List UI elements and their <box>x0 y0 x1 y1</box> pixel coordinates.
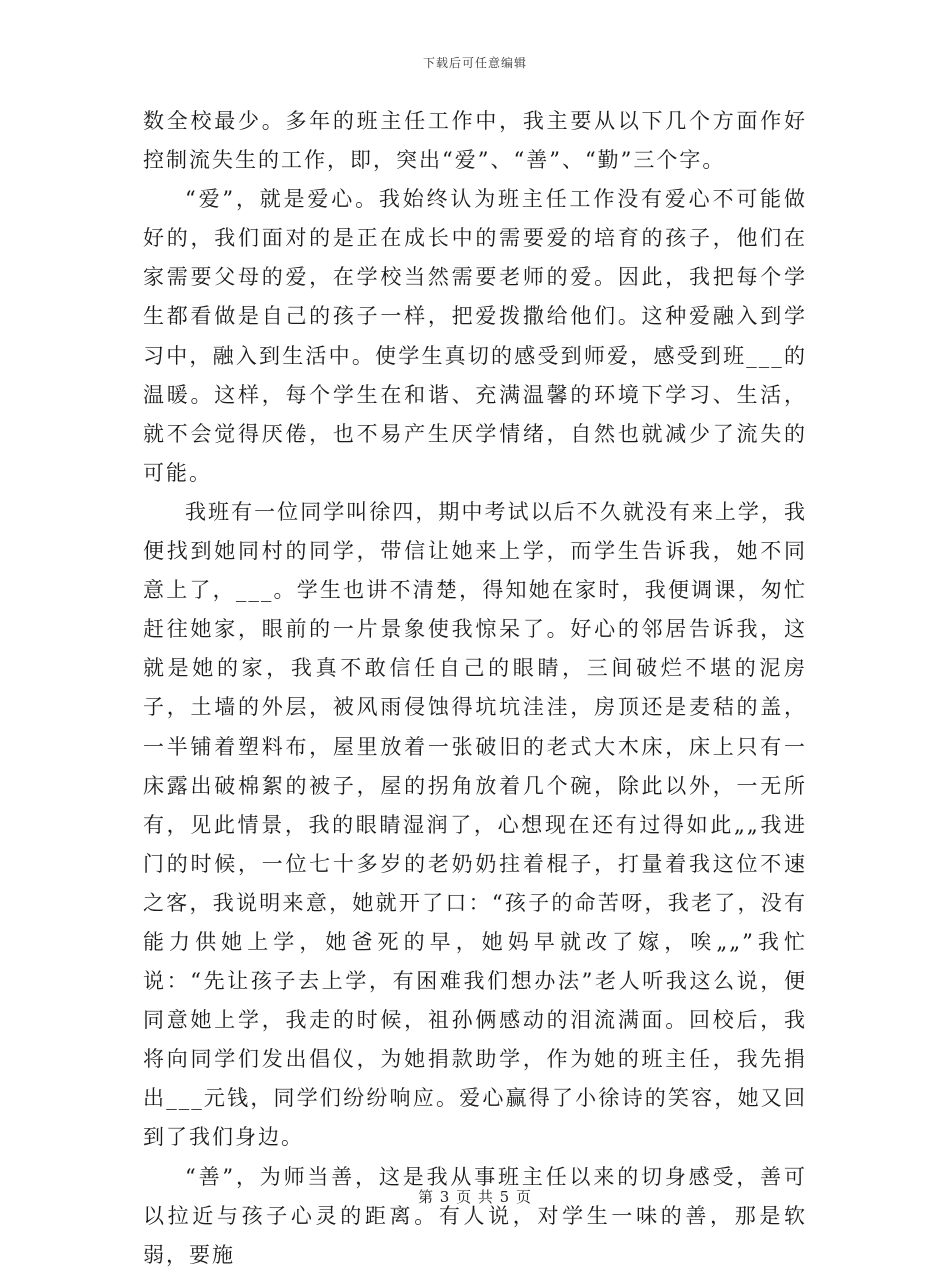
paragraph-love: “爱”，就是爱心。我始终认为班主任工作没有爱心不可能做好的，我们面对的是正在成长中的需要爱的培育的孩子，他们在家需要父母的爱，在学校当然需要老师的爱。因此，我把每个学生都看做是自己的孩子一样，把爱拨撒给他们。这种爱融入到学习中，融入到生活中。使学生真切的感受到师爱，感受到班___的温暖。这样，每个学生在和谐、充满温馨的环境下学习、生活，就不会觉得厌倦，也不易产生厌学情绪，自然也就减少了流失的可能。 <box>143 187 807 485</box>
paragraph-story: 我班有一位同学叫徐四，期中考试以后不久就没有来上学，我便找到她同村的同学，带信让她来上学，而学生告诉我，她不同意上了，___。学生也讲不清楚，得知她在家时，我便调课，匆忙赶往她家，眼前的一片景象使我惊呆了。好心的邻居告诉我，这就是她的家，我真不敢信任自己的眼睛，三间破烂不堪的泥房子，土墙的外层，被风雨侵蚀得坑坑洼洼，房顶还是麦秸的盖，一半铺着塑料布，屋里放着一张破旧的老式大木床，床上只有一床露出破棉絮的被子，屋的拐角放着几个碗，除此以外，一无所有，见此情景，我的眼睛湿润了，心想现在还有过得如此„„我进门的时候，一位七十多岁的老奶奶拄着棍子，打量着我这位不速之客，我说明来意，她就开了口：“孩子的命苦呀，我老了，没有能力供她上学，她爸死的早，她妈早就改了嫁，唉„„”我忙说：“先让孩子去上学，有困难我们想办法”老人听我这么说，便同意她上学，我走的时候，祖孙俩感动的泪流满面。回校后，我将向同学们发出倡仪，为她捐款助学，作为她的班主任，我先捐出___元钱，同学们纷纷响应。爱心赢得了小徐诗的笑容，她又回到了我们身边。 <box>143 499 807 1150</box>
document-body <box>143 102 807 1275</box>
page-number: 第 3 页 共 5 页 <box>418 1188 532 1206</box>
paragraph-continuation: 数全校最少。多年的班主任工作中，我主要从以下几个方面作好控制流失生的工作，即，突出“爱”、“善”、“勤”三个字。 <box>143 109 807 173</box>
page-header: 下载后可任意编辑 <box>422 56 527 70</box>
paragraph-kindness: “善”，为师当善，这是我从事班主任以来的切身感受，善可以拉近与孩子心灵的距离。有人说，对学生一味的善，那是软弱，要施 <box>143 1164 807 1267</box>
